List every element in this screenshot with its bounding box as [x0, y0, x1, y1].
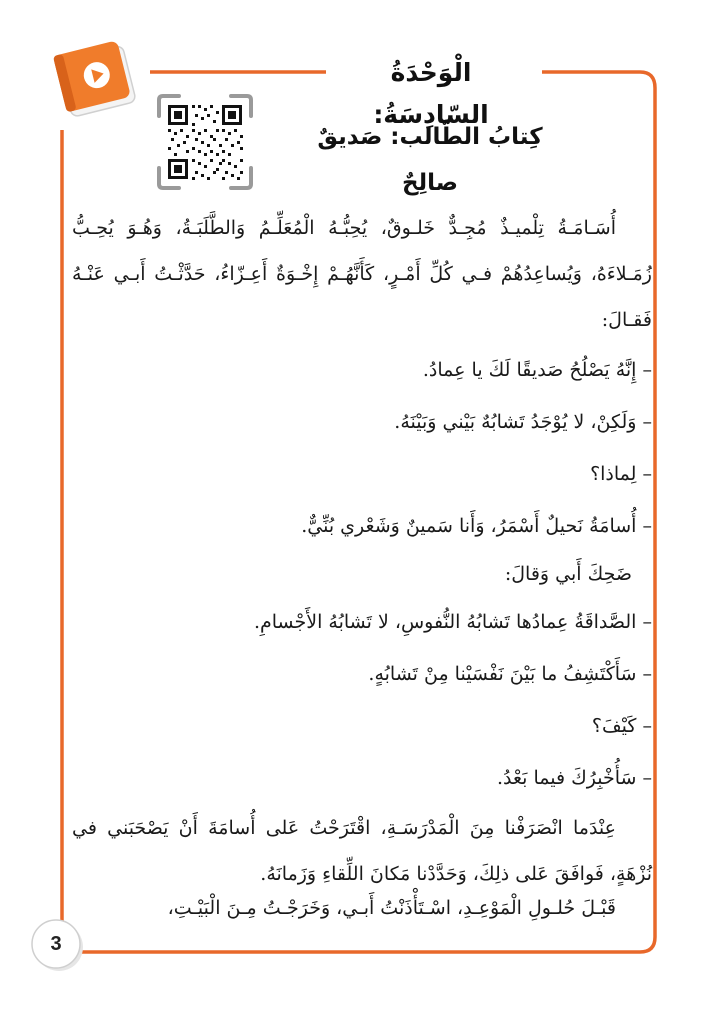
dialogue-line-4: – أُسامَةُ نَحيلٌ أَسْمَرُ، وَأَنا سَمينٌ وَشَعْري بُنِّيٌّ. — [301, 515, 652, 537]
intro-paragraph: أُسَـامَـةُ تِلْميـذٌ مُجِـدٌّ خَلـوقٌ، يُحِبُّـهُ الْمُعَلِّـمُ وَالطَّلَبَـةُ، وَهُـوَ يُحِـبُّ زُمَـلاءَهُ، وَيُساعِدُهُمْ فـي كُلِّ أَمْـرٍ، كَأَنَّهُـمْ إِخْـوَةٌ أَعِـزّاءُ، حَدَّثْـتُ أَبـي عَنْـهُ فَقـالَ: — [72, 217, 652, 331]
story-paragraph-2: قَبْـلَ حُلـولِ الْمَوْعِـدِ، اسْـتَأْذَنْتُ أَبـي، وَخَرَجْـتُ مِـنَ الْبَيْـتِ، — [167, 897, 616, 919]
page-number-badge — [30, 918, 90, 978]
play-book-icon[interactable] — [52, 40, 144, 120]
dialogue-line-1: – إِنَّهُ يَصْلُحُ صَديقًا لَكَ يا عِمادُ. — [422, 359, 652, 381]
narration-line: ضَحِكَ أَبي وَقالَ: — [504, 563, 632, 585]
dialogue-line-5: – الصَّداقَةُ عِمادُها تَشابُهُ النُّفوسِ، لا تَشابُهُ الأَجْسامِ. — [253, 611, 652, 633]
story-paragraph-1: عِنْدَما انْصَرَفْنا مِنَ الْمَدْرَسَـةِ، اقْتَرَحْتُ عَلى أُسامَةَ أَنْ يَصْحَبَني في نُزْهَةٍ، فَوافَقَ عَلى ذلِكَ، وَحَدَّدْنا مَكانَ اللِّقاءِ وَزَمانَهُ. — [72, 817, 652, 885]
dialogue-line-6: – سَأَكْتَشِفُ ما بَيْنَ نَفْسَيْنا مِنْ تَشابُهٍ. — [368, 663, 652, 685]
dialogue-line-2: – وَلَكِنْ، لا يُوْجَدُ تَشابُهٌ بَيْني وَبَيْنَهُ. — [394, 411, 652, 433]
page-number: 3 — [50, 933, 62, 955]
qr-code-icon[interactable] — [157, 94, 253, 190]
dialogue-line-7: – كَيْفَ؟ — [591, 715, 652, 737]
dialogue-line-3: – لِماذا؟ — [590, 463, 652, 485]
lesson-title: كِتابُ الطّالب: صَديقٌ صالِحٌ — [317, 124, 543, 196]
dialogue-line-8: – سَأُخْبِرُكَ فيما بَعْدُ. — [496, 767, 652, 789]
unit-title: الْوَحْدَةُ السّادِسَةُ: — [373, 58, 489, 129]
